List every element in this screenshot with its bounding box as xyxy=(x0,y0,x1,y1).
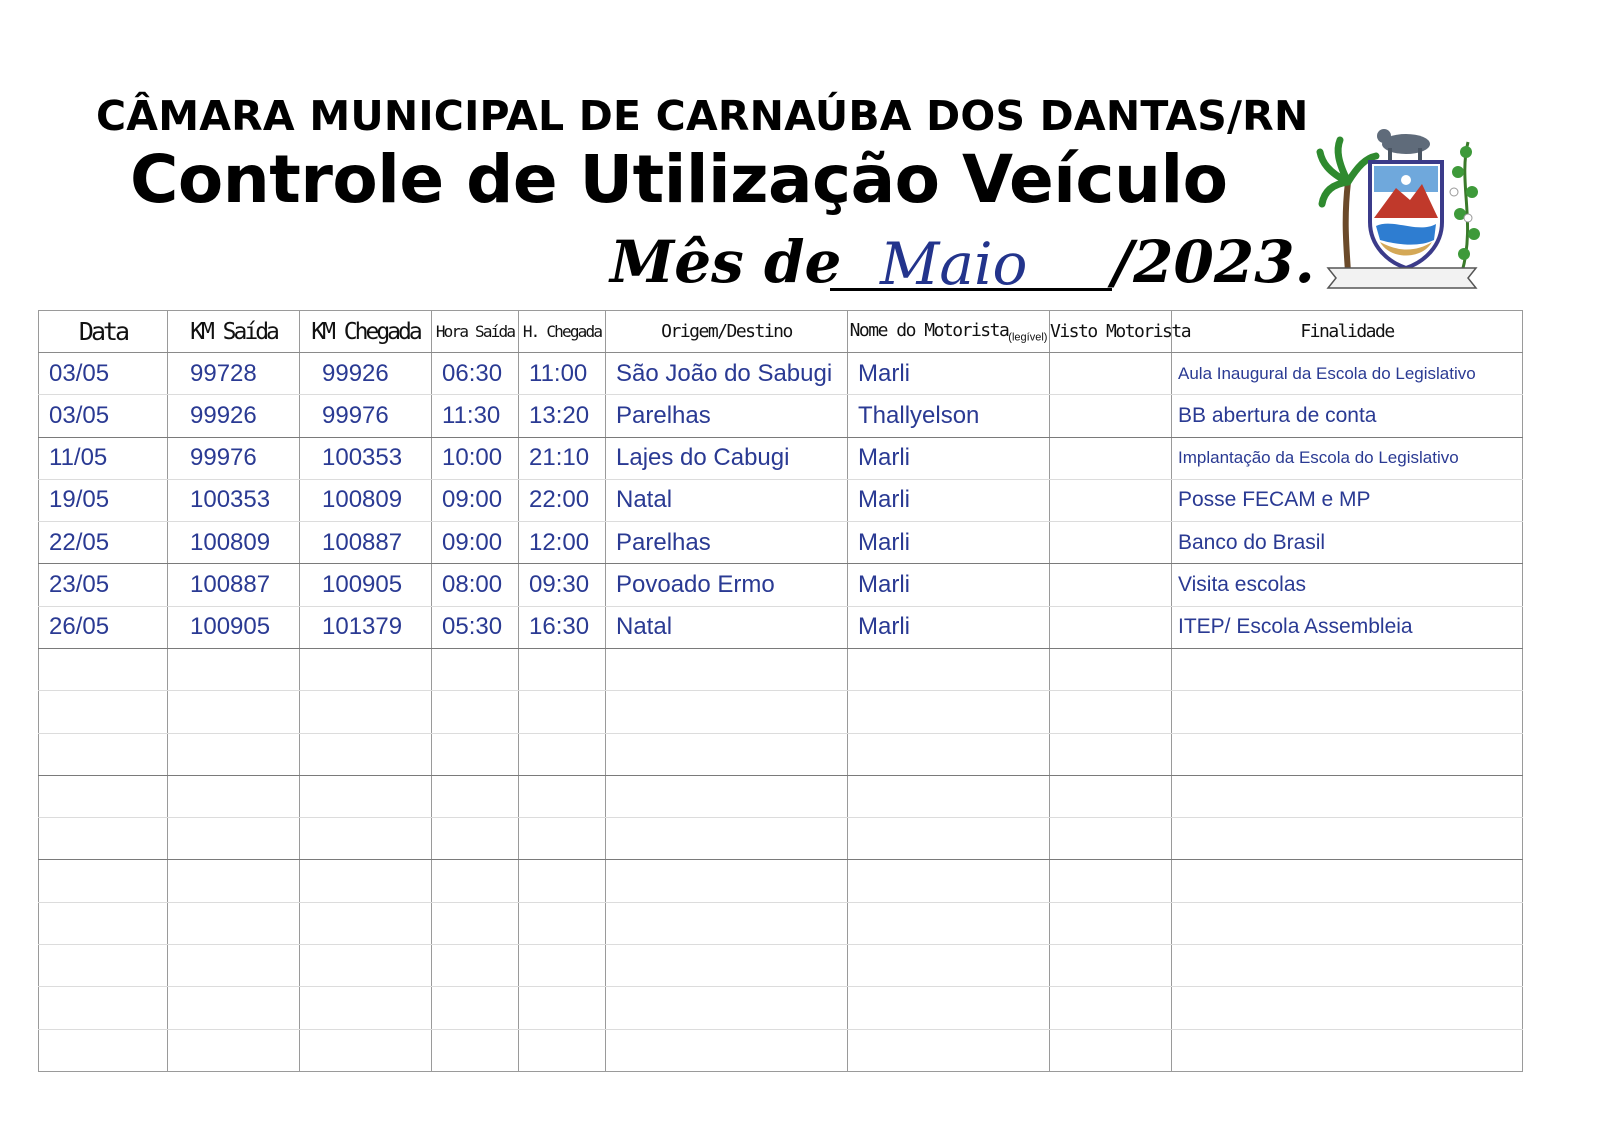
cell-km-chegada: 100353 xyxy=(300,437,432,479)
cell-destino: Parelhas xyxy=(606,522,848,564)
empty-cell xyxy=(519,860,606,902)
cell-km-chegada: 99926 xyxy=(300,353,432,395)
empty-cell xyxy=(39,649,168,691)
cell-km-chegada: 100809 xyxy=(300,479,432,521)
cell-motorista: Marli xyxy=(848,437,1050,479)
empty-cell xyxy=(168,945,300,987)
cell-hora-saida: 10:00 xyxy=(432,437,519,479)
column-header-visto: Visto Motorista xyxy=(1050,311,1172,353)
empty-cell xyxy=(848,818,1050,860)
empty-cell xyxy=(432,945,519,987)
column-header-km-chegada: KM Chegada xyxy=(300,311,432,353)
empty-cell xyxy=(300,945,432,987)
empty-cell xyxy=(1050,649,1172,691)
empty-cell xyxy=(606,775,848,817)
cell-hora-chegada: 22:00 xyxy=(519,479,606,521)
cell-visto xyxy=(1050,353,1172,395)
empty-cell xyxy=(39,775,168,817)
cell-hora-chegada: 21:10 xyxy=(519,437,606,479)
empty-table-row xyxy=(39,818,1523,860)
month-handwritten-value: Maio xyxy=(880,230,1028,298)
empty-cell xyxy=(606,945,848,987)
cell-hora-chegada: 13:20 xyxy=(519,395,606,437)
municipal-crest-icon xyxy=(1318,122,1486,290)
empty-cell xyxy=(848,945,1050,987)
table-header-row xyxy=(39,311,1523,353)
cell-km-saida: 99976 xyxy=(168,437,300,479)
cell-destino: Lajes do Cabugi xyxy=(606,437,848,479)
cell-km-saida: 100887 xyxy=(168,564,300,606)
empty-cell xyxy=(1050,775,1172,817)
empty-cell xyxy=(606,649,848,691)
cell-hora-saida: 08:00 xyxy=(432,564,519,606)
year-suffix: /2023. xyxy=(1112,228,1315,296)
empty-cell xyxy=(1172,733,1523,775)
empty-cell xyxy=(432,649,519,691)
cell-data: 23/05 xyxy=(39,564,168,606)
cell-motorista: Marli xyxy=(848,564,1050,606)
empty-cell xyxy=(606,1029,848,1071)
empty-cell xyxy=(1172,902,1523,944)
empty-cell xyxy=(848,987,1050,1029)
empty-cell xyxy=(168,902,300,944)
empty-cell xyxy=(432,860,519,902)
empty-cell xyxy=(39,860,168,902)
cell-visto xyxy=(1050,522,1172,564)
column-header-hora-chegada: H. Chegada xyxy=(519,311,606,353)
empty-cell xyxy=(1172,945,1523,987)
empty-rows xyxy=(39,649,1523,1072)
cell-finalidade: Implantação da Escola do Legislativo xyxy=(1172,437,1523,479)
cell-km-saida: 100353 xyxy=(168,479,300,521)
empty-cell xyxy=(39,818,168,860)
month-prefix: Mês de xyxy=(610,228,842,296)
cell-motorista: Marli xyxy=(848,479,1050,521)
column-header-finalidade: Finalidade xyxy=(1172,311,1523,353)
cell-hora-saida: 06:30 xyxy=(432,353,519,395)
cell-km-saida: 99728 xyxy=(168,353,300,395)
cell-hora-saida: 09:00 xyxy=(432,522,519,564)
empty-cell xyxy=(39,987,168,1029)
empty-cell xyxy=(519,649,606,691)
cell-km-saida: 99926 xyxy=(168,395,300,437)
empty-cell xyxy=(300,987,432,1029)
column-header-motorista-sub: (legível) xyxy=(1008,331,1048,344)
empty-cell xyxy=(300,775,432,817)
table-row xyxy=(39,564,1523,606)
cell-destino: São João do Sabugi xyxy=(606,353,848,395)
column-header-hora-saida: Hora Saída xyxy=(432,311,519,353)
empty-cell xyxy=(432,818,519,860)
org-name: CÂMARA MUNICIPAL DE CARNAÚBA DOS DANTAS/RN xyxy=(96,92,1309,140)
cell-hora-saida: 09:00 xyxy=(432,479,519,521)
empty-cell xyxy=(848,649,1050,691)
cell-data: 03/05 xyxy=(39,353,168,395)
empty-cell xyxy=(519,775,606,817)
cell-visto xyxy=(1050,606,1172,648)
empty-cell xyxy=(168,1029,300,1071)
cell-destino: Natal xyxy=(606,606,848,648)
column-header-origem-destino: Origem/Destino xyxy=(606,311,848,353)
empty-cell xyxy=(1050,818,1172,860)
empty-cell xyxy=(1172,987,1523,1029)
empty-cell xyxy=(1050,1029,1172,1071)
cell-finalidade: Aula Inaugural da Escola do Legislativo xyxy=(1172,353,1523,395)
empty-cell xyxy=(848,733,1050,775)
document-title: Controle de Utilização Veículo xyxy=(130,141,1228,218)
cell-visto xyxy=(1050,395,1172,437)
empty-cell xyxy=(1172,775,1523,817)
empty-cell xyxy=(300,733,432,775)
empty-cell xyxy=(39,1029,168,1071)
empty-cell xyxy=(39,733,168,775)
cell-km-saida: 100905 xyxy=(168,606,300,648)
cell-finalidade: BB abertura de conta xyxy=(1172,395,1523,437)
cell-finalidade: ITEP/ Escola Assembleia xyxy=(1172,606,1523,648)
cell-destino: Povoado Ermo xyxy=(606,564,848,606)
empty-cell xyxy=(168,860,300,902)
empty-cell xyxy=(606,818,848,860)
column-header-motorista-label: Nome do Motorista xyxy=(849,319,1009,341)
empty-cell xyxy=(606,691,848,733)
month-line xyxy=(610,218,1330,308)
empty-cell xyxy=(432,775,519,817)
cell-hora-saida: 05:30 xyxy=(432,606,519,648)
empty-cell xyxy=(519,987,606,1029)
cell-motorista: Marli xyxy=(848,353,1050,395)
empty-cell xyxy=(300,649,432,691)
empty-cell xyxy=(848,902,1050,944)
empty-cell xyxy=(519,902,606,944)
empty-cell xyxy=(606,987,848,1029)
empty-cell xyxy=(606,902,848,944)
cell-visto xyxy=(1050,564,1172,606)
empty-cell xyxy=(432,902,519,944)
vehicle-log-table xyxy=(38,310,1523,1072)
empty-table-row xyxy=(39,945,1523,987)
cell-visto xyxy=(1050,479,1172,521)
empty-cell xyxy=(1172,1029,1523,1071)
cell-hora-saida: 11:30 xyxy=(432,395,519,437)
empty-cell xyxy=(300,860,432,902)
empty-table-row xyxy=(39,987,1523,1029)
empty-cell xyxy=(1050,860,1172,902)
cell-hora-chegada: 11:00 xyxy=(519,353,606,395)
empty-cell xyxy=(519,1029,606,1071)
empty-cell xyxy=(39,902,168,944)
empty-cell xyxy=(1050,987,1172,1029)
empty-cell xyxy=(519,818,606,860)
empty-cell xyxy=(432,733,519,775)
empty-cell xyxy=(300,902,432,944)
empty-cell xyxy=(300,1029,432,1071)
empty-cell xyxy=(1050,945,1172,987)
empty-cell xyxy=(39,691,168,733)
empty-cell xyxy=(848,1029,1050,1071)
empty-table-row xyxy=(39,649,1523,691)
empty-table-row xyxy=(39,902,1523,944)
empty-cell xyxy=(848,775,1050,817)
table-row xyxy=(39,437,1523,479)
cell-destino: Parelhas xyxy=(606,395,848,437)
empty-cell xyxy=(519,945,606,987)
column-header-data: Data xyxy=(39,311,168,353)
cell-destino: Natal xyxy=(606,479,848,521)
empty-cell xyxy=(1172,691,1523,733)
empty-table-row xyxy=(39,691,1523,733)
empty-cell xyxy=(1050,902,1172,944)
cell-hora-chegada: 12:00 xyxy=(519,522,606,564)
table-row xyxy=(39,606,1523,648)
empty-cell xyxy=(848,860,1050,902)
empty-cell xyxy=(1172,818,1523,860)
empty-cell xyxy=(168,649,300,691)
empty-table-row xyxy=(39,1029,1523,1071)
empty-cell xyxy=(168,818,300,860)
empty-table-row xyxy=(39,775,1523,817)
empty-cell xyxy=(168,775,300,817)
table-row xyxy=(39,353,1523,395)
cell-km-chegada: 100887 xyxy=(300,522,432,564)
cell-data: 26/05 xyxy=(39,606,168,648)
empty-cell xyxy=(519,691,606,733)
cell-km-chegada: 100905 xyxy=(300,564,432,606)
cell-finalidade: Posse FECAM e MP xyxy=(1172,479,1523,521)
empty-table-row xyxy=(39,860,1523,902)
empty-cell xyxy=(606,733,848,775)
cell-motorista: Marli xyxy=(848,522,1050,564)
cell-data: 03/05 xyxy=(39,395,168,437)
empty-cell xyxy=(300,818,432,860)
cell-km-chegada: 99976 xyxy=(300,395,432,437)
table-row xyxy=(39,395,1523,437)
cell-motorista: Thallyelson xyxy=(848,395,1050,437)
cell-visto xyxy=(1050,437,1172,479)
empty-cell xyxy=(432,691,519,733)
cell-finalidade: Banco do Brasil xyxy=(1172,522,1523,564)
empty-table-row xyxy=(39,733,1523,775)
empty-cell xyxy=(1172,860,1523,902)
cell-finalidade: Visita escolas xyxy=(1172,564,1523,606)
empty-cell xyxy=(519,733,606,775)
empty-cell xyxy=(168,691,300,733)
empty-cell xyxy=(168,733,300,775)
column-header-motorista xyxy=(848,311,1050,353)
cell-data: 19/05 xyxy=(39,479,168,521)
cell-km-saida: 100809 xyxy=(168,522,300,564)
empty-cell xyxy=(432,1029,519,1071)
empty-cell xyxy=(848,691,1050,733)
cell-data: 11/05 xyxy=(39,437,168,479)
cell-hora-chegada: 09:30 xyxy=(519,564,606,606)
cell-km-chegada: 101379 xyxy=(300,606,432,648)
cell-motorista: Marli xyxy=(848,606,1050,648)
cell-hora-chegada: 16:30 xyxy=(519,606,606,648)
empty-cell xyxy=(1050,691,1172,733)
column-header-km-saida: KM Saída xyxy=(168,311,300,353)
cell-data: 22/05 xyxy=(39,522,168,564)
table-row xyxy=(39,479,1523,521)
empty-cell xyxy=(432,987,519,1029)
empty-cell xyxy=(39,945,168,987)
empty-cell xyxy=(1050,733,1172,775)
empty-cell xyxy=(1172,649,1523,691)
table-row xyxy=(39,522,1523,564)
empty-cell xyxy=(606,860,848,902)
empty-cell xyxy=(300,691,432,733)
empty-cell xyxy=(168,987,300,1029)
